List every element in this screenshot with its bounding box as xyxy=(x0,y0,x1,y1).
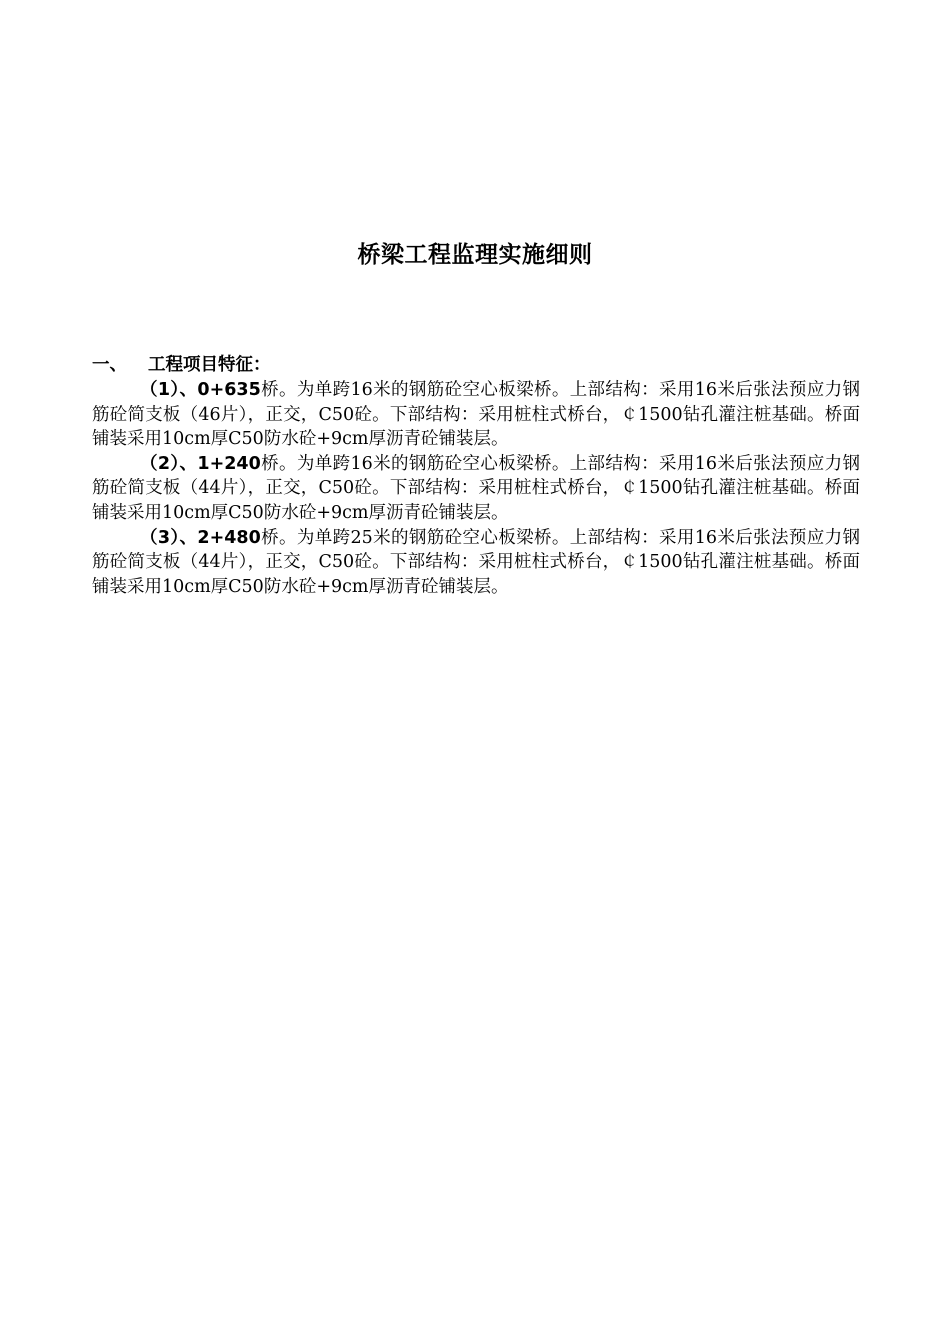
document-body xyxy=(92,353,860,599)
bridge-text-3: 桥。为单跨25米的钢筋砼空心板梁桥。上部结构：采用16米后张法预应力钢筋砼简支板（44片），正交，C50砼。下部结构：采用桩柱式桥台，￠1500钻孔灌注桩基础。桥面铺装采用10cm厚C50防水砼+9cm厚沥青砼铺装层。 xyxy=(92,527,860,597)
bridge-paragraph-3 xyxy=(92,526,860,600)
section-heading xyxy=(92,353,860,378)
section-number: 一、 xyxy=(92,355,127,375)
section-title: 工程项目特征： xyxy=(148,355,271,375)
bridge-paragraph-1 xyxy=(92,378,860,452)
document-title: 桥梁工程监理实施细则 xyxy=(357,242,593,268)
bridge-label-2: （2）、1+240 xyxy=(140,453,261,474)
bridge-label-1: （1）、0+635 xyxy=(140,380,261,400)
bridge-text-2: 桥。为单跨16米的钢筋砼空心板梁桥。上部结构：采用16米后张法预应力钢筋砼简支板（44片），正交，C50砼。下部结构：采用桩柱式桥台，￠1500钻孔灌注桩基础。桥面铺装采用10cm厚C50防水砼+9cm厚沥青砼铺装层。 xyxy=(92,453,860,523)
bridge-text-1: 桥。为单跨16米的钢筋砼空心板梁桥。上部结构：采用16米后张法预应力钢筋砼简支板（46片），正交，C50砼。下部结构：采用桩柱式桥台，￠1500钻孔灌注桩基础。桥面铺装采用10cm厚C50防水砼+9cm厚沥青砼铺装层。 xyxy=(92,380,860,450)
bridge-label-3: （3）、2+480 xyxy=(140,527,261,548)
bridge-paragraph-2 xyxy=(92,452,860,526)
